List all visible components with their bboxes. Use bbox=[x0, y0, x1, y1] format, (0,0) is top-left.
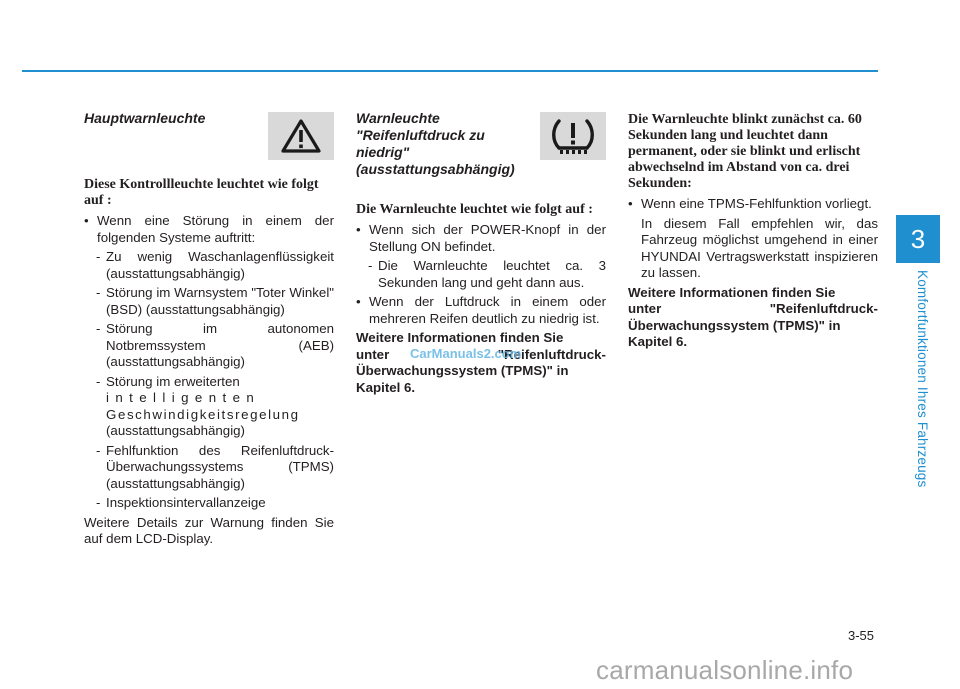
intro-text: Die Warnleuchte blinkt zunächst ca. 60 Sekunden lang und leuchtet dann permanent, oder sie blinkt und erlischt abwechselnd im Abstand von ca. drei Sekunden: bbox=[628, 112, 862, 191]
section-heading-main-warning: Hauptwarnleuchte bbox=[84, 110, 206, 126]
chapter-title: Komfortfunktionen Ihres Fahrzeugs bbox=[915, 270, 930, 488]
bullet-item: • Wenn eine Störung in einem der folgenden Systeme auftritt: bbox=[84, 213, 334, 246]
sub-item-bsd: - Störung im Warnsystem "Toter Winkel" (BSD) (ausstattungsabhängig) bbox=[96, 285, 334, 317]
intro-text: Die Warnleuchte leuchtet wie folgt auf : bbox=[356, 202, 593, 217]
top-rule bbox=[22, 70, 878, 72]
bullet-continuation: In diesem Fall empfehlen wir, das Fahrzeug möglichst umgehend in einer HYUNDAI Vertragswerkstatt inspizieren zu lassen. bbox=[641, 215, 878, 280]
section-heading-tpms: Warnleuchte "Reifenluftdruck zu niedrig" (ausstattungsabhängig) bbox=[356, 110, 515, 177]
column-tpms-malfunction bbox=[628, 112, 878, 351]
sub-item-tpms: - Fehlfunktion des Reifenluftdruck-Überwachungssystems (TPMS) (ausstattungsabhängig) bbox=[96, 442, 334, 491]
watermark-footer: carmanualsonline.info bbox=[596, 655, 854, 685]
sub-item-aeb: - Störung im autonomen Notbremssystem (AEB) (ausstattungsabhängig) bbox=[96, 321, 334, 369]
sub-item-washer: - Zu wenig Waschanlagenflüssigkeit (ausstattungsabhängig) bbox=[96, 249, 334, 281]
sub-item-lamp: - Die Warnleuchte leuchtet ca. 3 Sekunden lang und geht dann aus. bbox=[368, 258, 606, 290]
bullet-item-malfunction: • Wenn eine TPMS-Fehlfunktion vorliegt. bbox=[628, 196, 878, 213]
bullet-item-power: • Wenn sich der POWER-Knopf in der Stellung ON befindet. bbox=[356, 222, 606, 255]
intro-text: Diese Kontrollleuchte leuchtet wie folgt auf : bbox=[84, 177, 319, 208]
closing-text: Weitere Details zur Warnung finden Sie auf dem LCD-Display. bbox=[84, 514, 334, 546]
chapter-number: 3 bbox=[910, 223, 926, 254]
bullet-item-pressure: • Wenn der Luftdruck in einem oder mehreren Reifen deutlich zu niedrig ist. bbox=[356, 294, 606, 327]
sub-item-service: - Inspektionsintervallanzeige bbox=[96, 495, 266, 510]
reference-text: Weitere Informationen finden Sie unter "Reifenluftdruck- Überwachungssystem (TPMS)" in Kapitel 6. bbox=[628, 284, 878, 349]
column-main-warning bbox=[84, 110, 334, 548]
chapter-number-tab bbox=[896, 215, 940, 263]
watermark-middle: CarManuals2.com bbox=[410, 346, 522, 361]
page-number: 3-55 bbox=[848, 628, 875, 643]
reference-text: Weitere Informationen finden Sie unter "Reifenluftdruck- Überwachungssystem (TPMS)" in Kapitel 6. bbox=[356, 330, 606, 395]
sub-item-scc: - Störung im erweiterten intelligenten Geschwindigkeitsregelung (ausstattungsabhängig) bbox=[96, 373, 300, 438]
